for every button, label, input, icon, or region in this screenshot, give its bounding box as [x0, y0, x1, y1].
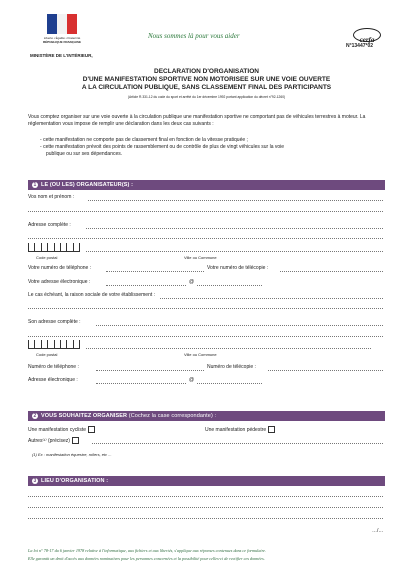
son-adresse-field[interactable]: [96, 325, 383, 326]
email-user-field-2[interactable]: [96, 383, 186, 384]
tel-label-2: Numéro de téléphone :: [28, 364, 79, 370]
intro-bullet-2: - cette manifestation prévoit des points de rassemblement ou de contrôle de plus de vingt véhicules sur la voie: [40, 144, 285, 150]
intro-bullet-1: - cette manifestation ne comporte pas de classement final en fonction de la vitesse pratiquée ;: [40, 137, 248, 143]
adresse-field[interactable]: [86, 228, 383, 229]
email-domain-field[interactable]: [197, 285, 262, 286]
section-1-title: LE (OU LES) ORGANISATEUR(S) :: [41, 182, 134, 188]
fax-label-2: Numéro de télécopie :: [207, 364, 256, 370]
section-1-number: 1: [33, 182, 37, 188]
tel-label: Votre numéro de téléphone :: [28, 265, 92, 271]
intro-bullet-2-cont: publique ou sur ses dépendances.: [46, 151, 123, 157]
autres-option: [28, 437, 79, 445]
code-postal-boxes-2[interactable]: [28, 340, 80, 349]
pedestre-option: [205, 426, 275, 434]
ministry-label: MINISTÈRE DE L'INTÉRIEUR,: [30, 53, 93, 58]
fax-field-2[interactable]: [268, 370, 383, 371]
lieu-field-line-1[interactable]: [28, 496, 383, 497]
section-3-number: 3: [33, 478, 37, 484]
raison-label: Le cas échéant, la raison sociale de votre établissement :: [28, 292, 156, 298]
ville-label-2: Ville ou Commune: [184, 352, 217, 357]
intro-paragraph: Vous comptez organiser sur une voie ouverte à la circulation publique une manifestation sportive ne comportant pas de véhicules terrestres à moteur. La réglementation vous impose de remplir une déclaration dans les deux cas suivants :: [28, 114, 366, 127]
cerfa-number: N°13447*02: [346, 43, 374, 49]
email-label-2: Adresse électronique :: [28, 377, 78, 383]
cerfa-logo: [353, 28, 381, 42]
section-3-title: LIEU D'ORGANISATION :: [41, 478, 109, 484]
nom-label: Vos nom et prénom :: [28, 194, 75, 200]
autres-footnote: (1) Ex : manifestation équestre, rollers, etc ...: [32, 452, 112, 457]
tel-field[interactable]: [106, 271, 204, 272]
republic-logo: [41, 14, 83, 52]
ville-field[interactable]: [86, 251, 383, 252]
form-title: [28, 68, 385, 92]
title-line-1: DECLARATION D'ORGANISATION: [154, 68, 259, 75]
pedestre-checkbox[interactable]: [268, 426, 275, 433]
cycliste-label: Une manifestation cycliste: [28, 426, 87, 433]
tel-field-2[interactable]: [96, 370, 204, 371]
intro-bullet-1-text: cette manifestation ne comporte pas de classement final en fonction de la vitesse pratiquée ;: [43, 137, 248, 143]
fax-label: Votre numéro de télécopie :: [207, 265, 269, 271]
ville-label: Ville ou Commune: [184, 255, 217, 260]
lieu-field-line-2[interactable]: [28, 507, 383, 508]
autres-label: Autres⁽¹⁾ (précisez): [28, 437, 70, 444]
section-type-manifestation: [28, 411, 385, 421]
lieu-field-line-3[interactable]: [28, 518, 383, 519]
ministry-republic: RÉPUBLIQUE FRANÇAISE: [42, 40, 81, 44]
email-user-field[interactable]: [106, 285, 186, 286]
son-adresse-field-line-2[interactable]: [28, 336, 383, 337]
ville-field-2[interactable]: [86, 348, 371, 349]
code-postal-label: Code postal: [36, 255, 58, 260]
intro-bullet-2-text: cette manifestation prévoit des points de rassemblement ou de contrôle de plus de vingt véhicules sur la voie: [43, 144, 285, 150]
pedestre-label: Une manifestation pédestre: [205, 426, 267, 433]
pagination: …/…: [372, 528, 384, 534]
section-organisateurs: [28, 180, 385, 190]
email-at-2: @: [189, 377, 195, 383]
footer-law-1: La loi n° 78-17 du 6 janvier 1978 relative à l'informatique, aux fichiers et aux libertés, s'applique aux réponses contenues dans ce formulaire.: [28, 548, 266, 553]
fax-field[interactable]: [280, 271, 383, 272]
title-line-2: D'UNE MANIFESTATION SPORTIVE NON MOTORISEE SUR UNE VOIE OUVERTE: [82, 76, 331, 83]
ministry-motto: Liberté • Égalité • Fraternité: [43, 36, 81, 40]
title-line-3: A LA CIRCULATION PUBLIQUE, SANS CLASSEMENT FINAL DES PARTICIPANTS: [81, 84, 332, 91]
email-label: Votre adresse électronique :: [28, 279, 91, 285]
autres-field[interactable]: [92, 443, 383, 444]
email-domain-field-2[interactable]: [197, 383, 262, 384]
raison-field[interactable]: [160, 298, 383, 299]
footer-law-2: Elle garantit un droit d'accès aux données nominatives pour les personnes concernées et la possibilité pour celles-ci de rectifier ces données.: [28, 556, 265, 561]
section-lieu: [28, 476, 385, 486]
adresse-field-line-2[interactable]: [28, 238, 383, 239]
cerfa-logo-text: cerfa: [359, 36, 375, 44]
raison-field-line-2[interactable]: [28, 308, 383, 309]
code-postal-label-2: Code postal: [36, 352, 58, 357]
legal-reference: (Article R.331-12 du code du sport et arrêté du 1er décembre 1992 portant application du décret n°92-1260): [127, 95, 286, 99]
tagline: Nous sommes là pour vous aider: [148, 32, 240, 40]
cycliste-option: [28, 426, 95, 434]
section-2-number: 2: [33, 413, 37, 419]
email-at: @: [189, 279, 195, 285]
section-2-title: VOUS SOUHAITEZ ORGANISER: [41, 413, 128, 419]
section-2-note: (Cochez la case correspondante) :: [128, 413, 217, 419]
nom-field-line-2[interactable]: [28, 211, 383, 212]
cycliste-checkbox[interactable]: [88, 426, 95, 433]
code-postal-boxes[interactable]: [28, 243, 80, 252]
adresse-label: Adresse complète :: [28, 222, 71, 228]
nom-field[interactable]: [88, 200, 383, 201]
autres-checkbox[interactable]: [72, 437, 79, 444]
son-adresse-label: Son adresse complète :: [28, 319, 81, 325]
